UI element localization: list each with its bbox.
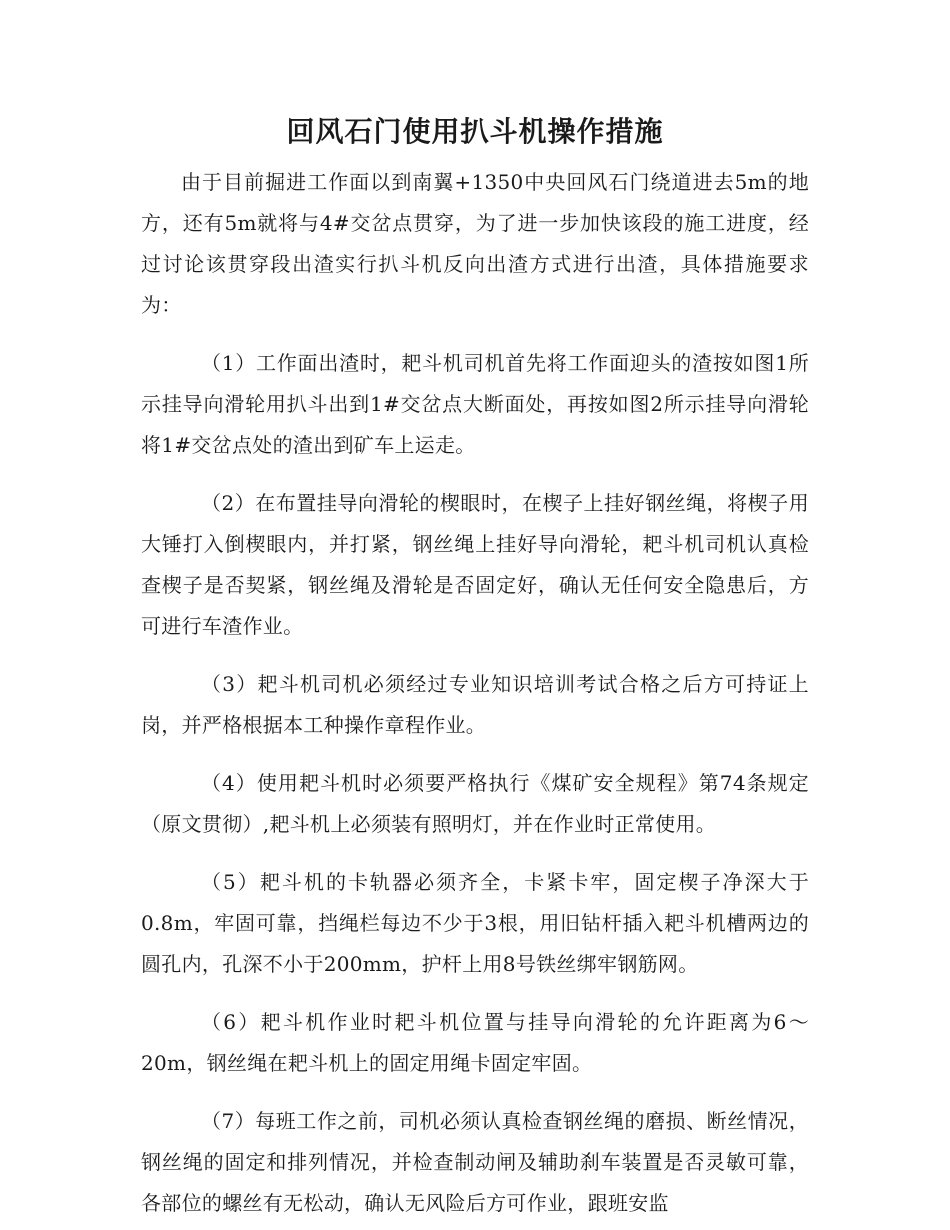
document-body: [141, 162, 809, 1224]
document-title: 回风石门使用扒斗机操作措施: [286, 115, 664, 148]
measure-item-3: （3）耙斗机司机必须经过专业知识培训考试合格之后方可持证上岗，并严格根据本工种操作章程作业。: [141, 672, 809, 737]
measure-item-7: （7）每班工作之前，司机必须认真检查钢丝绳的磨损、断丝情况，钢丝绳的固定和排列情况，并检查制动闸及辅助刹车装置是否灵敏可靠，各部位的螺丝有无松动，确认无风险后方可作业，跟班安监: [141, 1109, 809, 1215]
measure-item-4: （4）使用耙斗机时必须要严格执行《煤矿安全规程》第74条规定（原文贯彻）,耙斗机上必须装有照明灯，并在作业时正常使用。: [141, 771, 809, 836]
measure-item-6: （6）耙斗机作业时耙斗机位置与挂导向滑轮的允许距离为6～20m，钢丝绳在耙斗机上的固定用绳卡固定牢固。: [141, 1010, 809, 1075]
measure-item-5: （5）耙斗机的卡轨器必须齐全，卡紧卡牢，固定楔子净深大于0.8m，牢固可靠，挡绳栏每边不少于3根，用旧钻杆插入耙斗机槽两边的圆孔内，孔深不小于200mm，护杆上用8号铁丝绑牢钢筋网。: [141, 870, 809, 976]
intro-paragraph: 由于目前掘进工作面以到南翼+1350中央回风石门绕道进去5m的地方，还有5m就将与4#交岔点贯穿，为了进一步加快该段的施工进度，经过讨论该贯穿段出渣实行扒斗机反向出渣方式进行出渣，具体措施要求为：: [141, 170, 809, 317]
measure-item-2: （2）在布置挂导向滑轮的楔眼时，在楔子上挂好钢丝绳，将楔子用大锤打入倒楔眼内，并打紧，钢丝绳上挂好导向滑轮，耙斗机司机认真检查楔子是否契紧，钢丝绳及滑轮是否固定好，确认无任何安全隐患后，方可进行车渣作业。: [141, 491, 809, 638]
measure-item-1: （1）工作面出渣时，耙斗机司机首先将工作面迎头的渣按如图1所示挂导向滑轮用扒斗出到1#交岔点大断面处，再按如图2所示挂导向滑轮将1#交岔点处的渣出到矿车上运走。: [141, 351, 809, 457]
